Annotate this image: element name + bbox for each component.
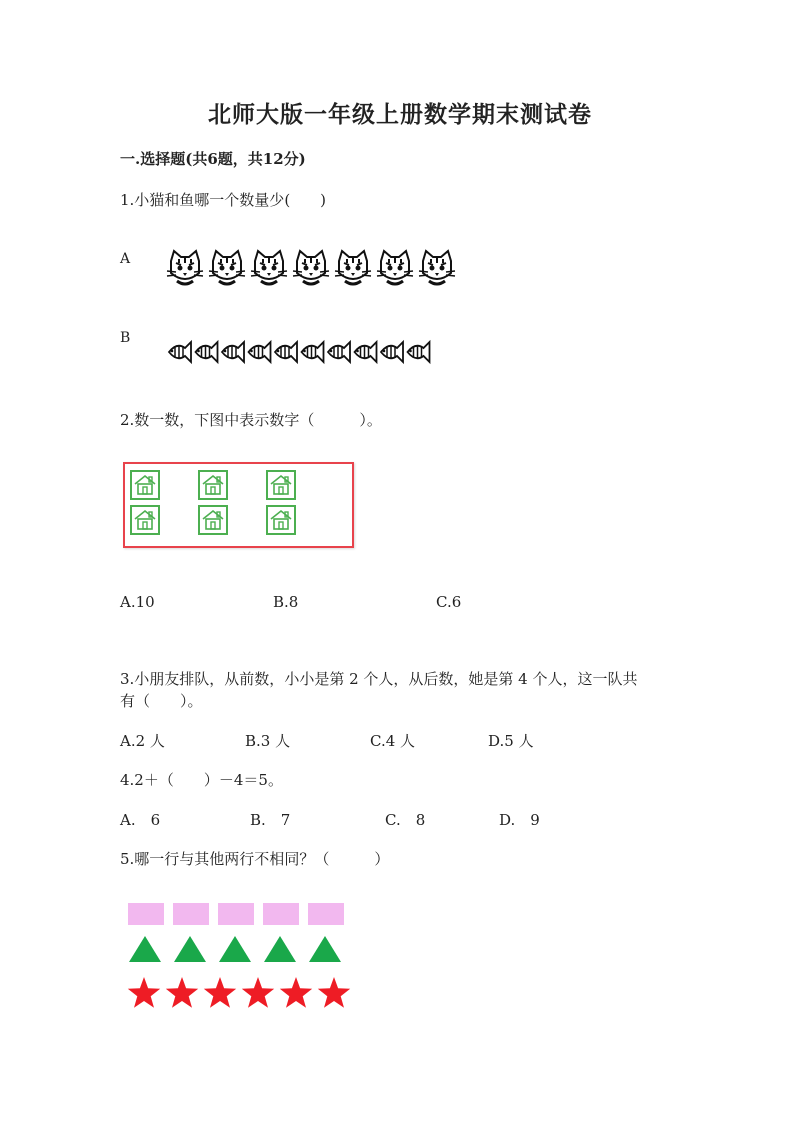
- pink-rectangle: [128, 903, 164, 925]
- red-star: [128, 977, 160, 1008]
- pink-rectangle: [308, 903, 344, 925]
- house-icon: [130, 505, 160, 535]
- red-star: [318, 977, 350, 1008]
- question-5-text: 5.哪一行与其他两行不相同？（ ）: [120, 850, 390, 868]
- fish-icon: [169, 342, 191, 362]
- pink-rectangle: [263, 903, 299, 925]
- pink-rectangle: [173, 903, 209, 925]
- cat-icon: [293, 251, 329, 284]
- fish-row-image: [165, 337, 440, 367]
- fish-icon: [222, 342, 244, 362]
- q3-option-c: C.4 人: [370, 732, 416, 750]
- cat-icon: [251, 251, 287, 284]
- house-icon: [266, 470, 296, 500]
- house-icon: [266, 505, 296, 535]
- cat-icon: [335, 251, 371, 284]
- question-4-text: 4.2＋（ ）－4＝5。: [120, 771, 283, 789]
- fish-icon: [381, 342, 403, 362]
- green-triangle: [129, 936, 161, 962]
- q2-option-a: A.10: [120, 593, 155, 611]
- cat-row-image: [164, 247, 464, 287]
- option-b-label: B: [120, 330, 131, 346]
- fish-icon: [249, 342, 271, 362]
- cat-icon: [167, 251, 203, 284]
- fish-icon: [328, 342, 350, 362]
- q3-option-b: B.3 人: [245, 732, 291, 750]
- question-3-line1: 3.小朋友排队，从前数，小小是第 2 个人，从后数，她是第 4 个人，这一队共: [120, 670, 638, 688]
- cat-icon: [419, 251, 455, 284]
- green-triangle: [264, 936, 296, 962]
- fish-icon: [275, 342, 297, 362]
- red-star: [204, 977, 236, 1008]
- house-figure: [123, 462, 354, 548]
- fish-icon: [408, 342, 430, 362]
- house-icon: [198, 505, 228, 535]
- red-star: [242, 977, 274, 1008]
- red-star: [280, 977, 312, 1008]
- pink-rectangle: [218, 903, 254, 925]
- page-title: 北师大版一年级上册数学期末测试卷: [208, 101, 592, 128]
- q2-option-c: C.6: [436, 593, 462, 611]
- green-triangle: [174, 936, 206, 962]
- question-1-text: 1.小猫和鱼哪一个数量少( ): [120, 191, 327, 209]
- section-heading: 一.选择题(共6题，共12分): [120, 150, 306, 168]
- house-icon: [198, 470, 228, 500]
- q3-option-d: D.5 人: [488, 732, 534, 750]
- q4-option-a: A. 6: [120, 811, 161, 829]
- q4-option-d: D. 9: [499, 811, 540, 829]
- q4-option-b: B. 7: [250, 811, 291, 829]
- q3-option-a: A.2 人: [120, 732, 165, 750]
- fish-icon: [355, 342, 377, 362]
- cat-icon: [209, 251, 245, 284]
- q4-option-c: C. 8: [385, 811, 426, 829]
- shapes-figure: [125, 899, 355, 1014]
- fish-icon: [302, 342, 324, 362]
- cat-icon: [377, 251, 413, 284]
- option-a-label: A: [120, 251, 131, 267]
- q2-option-b: B.8: [273, 593, 299, 611]
- red-star: [166, 977, 198, 1008]
- green-triangle: [309, 936, 341, 962]
- fish-icon: [196, 342, 218, 362]
- question-2-text: 2.数一数，下图中表示数字（ ）。: [120, 411, 382, 429]
- green-triangle: [219, 936, 251, 962]
- question-3-line2: 有（ ）。: [120, 692, 203, 710]
- house-icon: [130, 470, 160, 500]
